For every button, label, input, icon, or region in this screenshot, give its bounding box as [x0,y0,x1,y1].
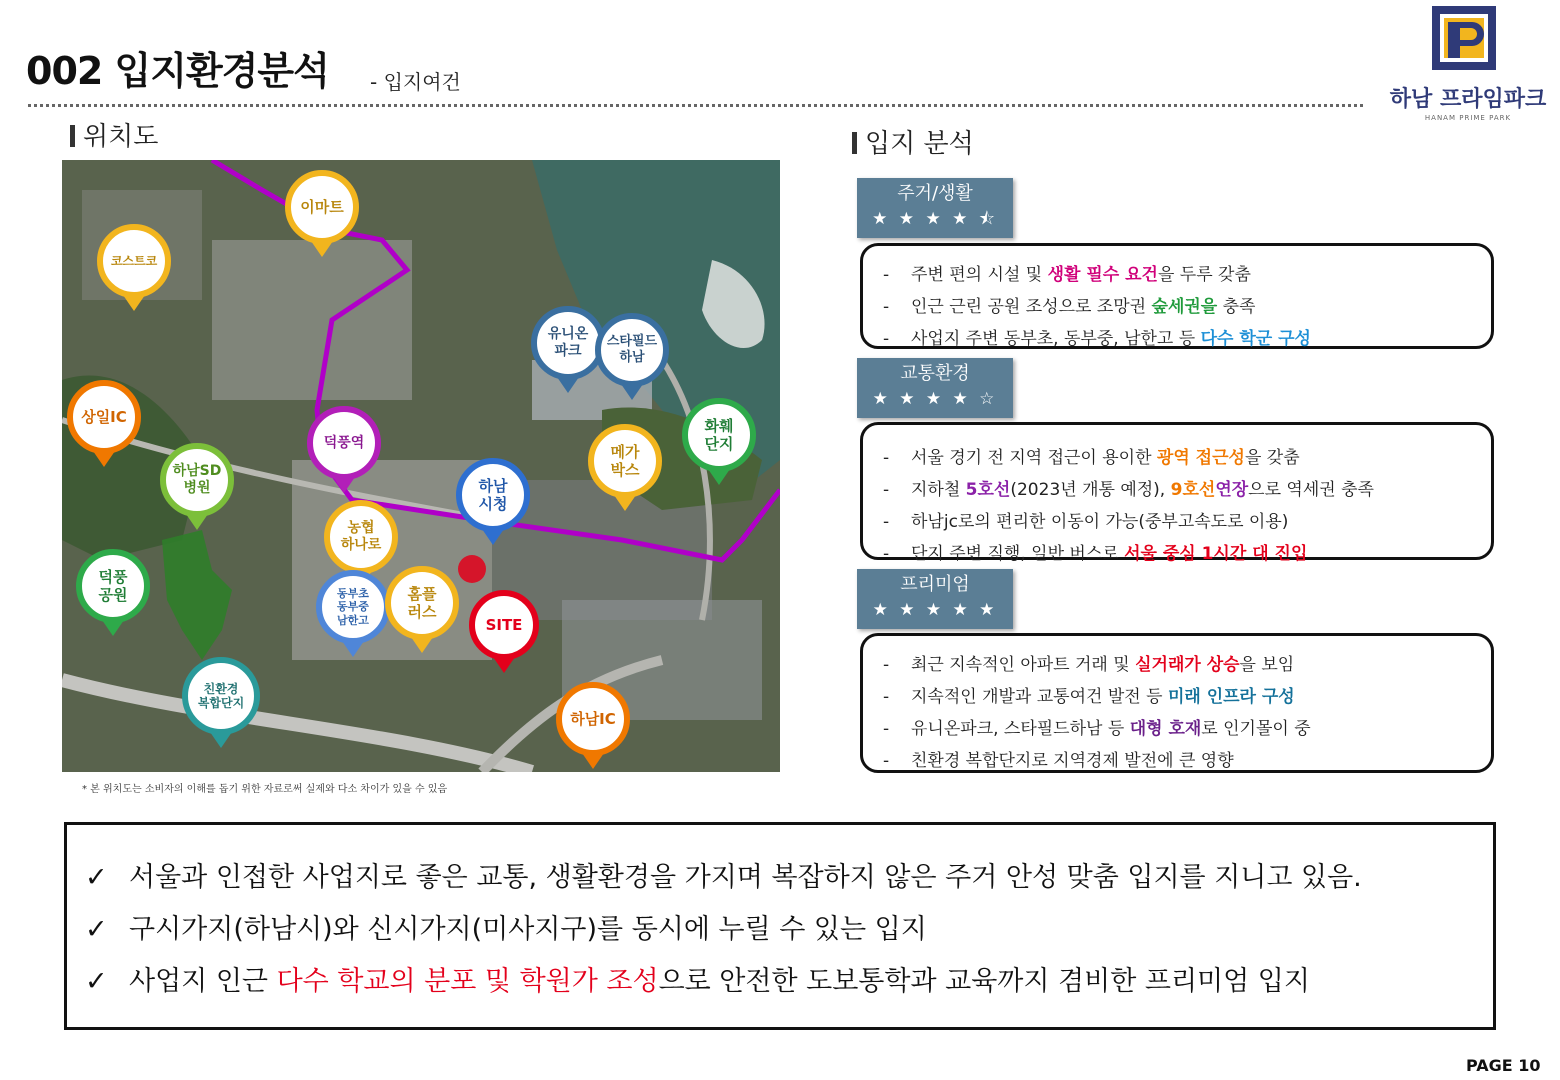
star-rating-icon: ★ ★ ★ ★ ⯪ [872,209,998,229]
pin-label: 친환경 복합단지 [197,681,245,710]
pin-label: 덕풍역 [323,434,365,451]
list-item: - 주변 편의 시설 및 생활 필수 요건을 두루 갖춤 [883,265,1251,285]
map-pin-emart[interactable] [285,170,359,244]
brand-logo [1382,6,1554,124]
category-label-premium [857,569,1013,629]
summary-line: ✓ 구시가지(하남시)와 신시가지(미사지구)를 동시에 누릴 수 있는 입지 [85,914,927,945]
pin-label: 하남SD 병원 [172,463,222,496]
pin-label: 동부초 동부중 남한고 [337,587,369,627]
logo-text: 하남 프라임파크 [1389,87,1547,112]
list-item: - 유니온파크, 스타필드하남 등 대형 호재로 인기몰이 중 [883,719,1311,739]
map-pin-deokpung-station[interactable] [307,406,381,480]
map-pin-hwahoe[interactable] [682,398,756,472]
pin-label: 상일IC [81,408,127,426]
map-section-heading [70,116,158,153]
analysis-panel-residential [860,243,1494,349]
map-heading-text: 위치도 [83,122,159,152]
analysis-panel-premium [860,633,1494,773]
list-item: - 서울 경기 전 지역 접근이 용이한 광역 접근성을 갖춤 [883,448,1300,468]
pin-label: SITE [485,616,523,634]
page-number: PAGE 10 [1466,1056,1541,1075]
page-title: 002 입지환경분석 [26,49,329,93]
analysis-section-heading [852,123,974,160]
checkmark-icon: ✓ [85,862,108,893]
list-item: - 사업지 주변 동부초, 동부중, 남한고 등 다수 학군 구성 [883,329,1311,349]
page-subtitle: - 입지여건 [370,70,461,94]
heading-bar [852,132,857,154]
summary-box [64,822,1496,1030]
list-item: - 지하철 5호선(2023년 개통 예정), 9호선연장으로 역세권 충족 [883,480,1374,500]
pin-label: 농협 하나로 [340,520,382,553]
checkmark-icon: ✓ [85,966,108,997]
site-marker-icon [458,555,486,583]
pin-label: 유니온 파크 [547,326,589,359]
map-pin-hanam-cityhall[interactable] [456,458,530,532]
pin-label: 덕풍 공원 [98,568,128,604]
category-name: 프리미엄 [900,574,970,595]
star-rating-icon: ★ ★ ★ ★ ★ [872,600,998,620]
list-item: - 지속적인 개발과 교통여건 발전 등 미래 인프라 구성 [883,687,1295,707]
category-name: 교통환경 [900,363,970,384]
pin-label: 하남IC [570,710,616,728]
pin-label: 홈플 러스 [407,585,437,621]
pin-label: 하남 시청 [478,477,508,513]
logo-mark-icon [1432,6,1496,70]
logo-subtext: HANAM PRIME PARK [1424,114,1512,122]
header-divider [28,104,1363,107]
summary-line: ✓ 서울과 인접한 사업지로 좋은 교통, 생활환경을 가지며 복잡하지 않은 주거 안성 맞춤 입지를 지니고 있음. [85,862,1362,893]
map-pin-hanam-sd[interactable] [160,443,234,517]
map-pin-sangil-ic[interactable] [67,380,141,454]
map-pin-union-park[interactable] [531,306,605,380]
category-label-residential [857,178,1013,238]
pin-label: 화훼 단지 [704,417,734,453]
summary-line: ✓ 사업지 인근 다수 학교의 분포 및 학원가 조성으로 안전한 도보통학과 교육까지 겸비한 프리미엄 입지 [85,966,1310,997]
list-item: - 단지 주변 직행, 일반 버스로 서울 중심 1시간 대 진입 [883,544,1308,564]
pin-label: 메가 박스 [610,443,640,479]
map-pin-hanam-ic[interactable] [556,682,630,756]
map-pin-deokpung-park[interactable] [76,549,150,623]
map-pin-schools[interactable] [316,570,390,644]
category-name: 주거/생활 [897,183,973,204]
list-item: - 최근 지속적인 아파트 거래 및 실거래가 상승을 보임 [883,655,1295,675]
map-pin-site[interactable] [469,590,539,660]
list-item: - 하남jc로의 편리한 이동이 가능(중부고속도로 이용) [883,512,1289,532]
map-pin-homeplus[interactable] [385,566,459,640]
list-item: - 인근 근린 공원 조성으로 조망권 숲세권을 충족 [883,297,1256,317]
star-rating-icon: ★ ★ ★ ★ ☆ [872,389,998,409]
map-pin-starfield[interactable] [595,313,669,387]
map-pin-eco-complex[interactable] [182,657,260,735]
map-pin-nonghyup[interactable] [324,500,398,574]
pin-label: 코스트코 [110,253,158,268]
pin-label: 스타필드 하남 [606,334,658,365]
list-item: - 친환경 복합단지로 지역경제 발전에 큰 영향 [883,751,1234,771]
category-label-transport [857,358,1013,418]
map-pin-costco[interactable] [97,224,171,298]
analysis-panel-transport [860,422,1494,564]
map-pin-megabox[interactable] [588,424,662,498]
pin-label: 이마트 [300,198,344,216]
map-disclaimer: * 본 위치도는 소비자의 이해를 돕기 위한 자료로써 실제와 다소 차이가 있을 수 있음 [82,784,448,795]
heading-bar [70,125,75,147]
checkmark-icon: ✓ [85,914,108,945]
analysis-heading-text: 입지 분석 [865,129,974,159]
